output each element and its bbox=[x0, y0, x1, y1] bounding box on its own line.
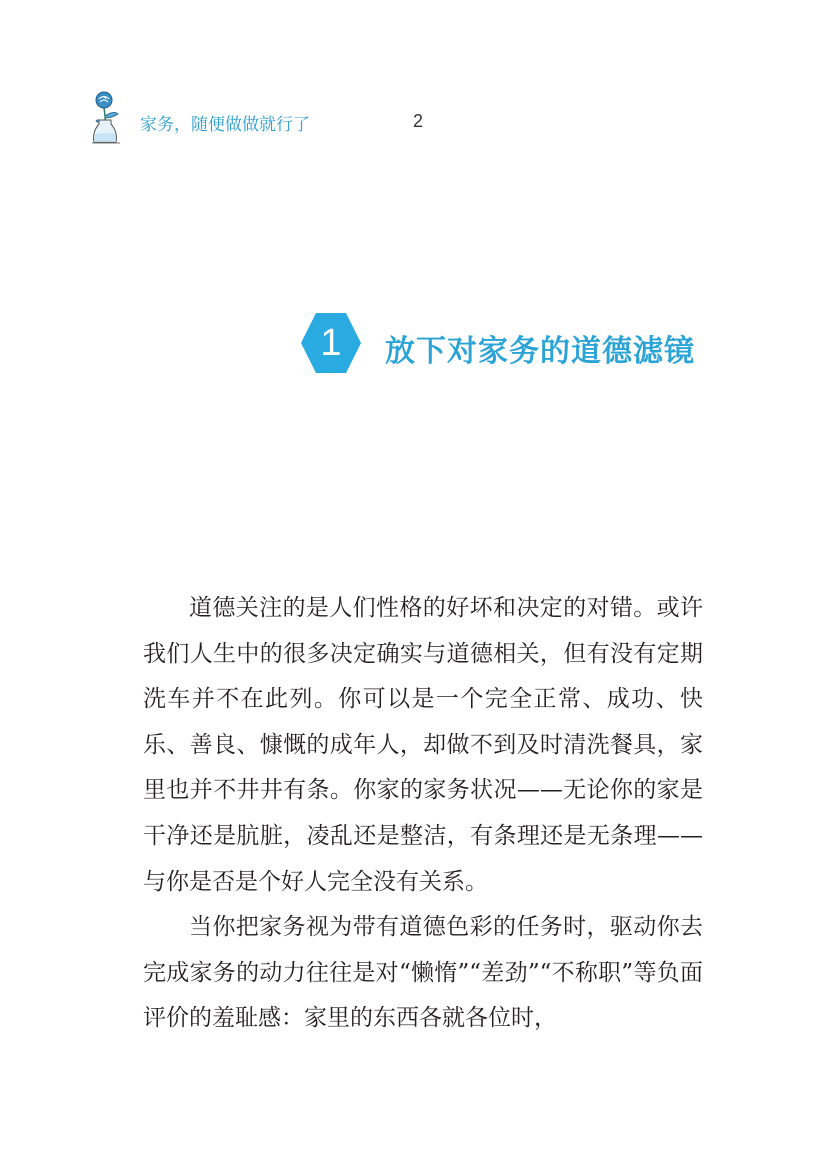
running-header bbox=[90, 90, 450, 146]
chapter-number: 1 bbox=[320, 322, 342, 364]
paragraph: 当你把家务视为带有道德色彩的任务时，驱动你去完成家务的动力往往是对“懒惰”“差劲”“不称职”等负面评价的羞耻感：家里的东西各就各位时， bbox=[143, 914, 703, 1032]
page-number: 2 bbox=[413, 111, 424, 131]
flower-vase-icon bbox=[90, 90, 130, 146]
chapter-heading bbox=[300, 312, 720, 376]
chapter-title: 放下对家务的道德滤镜 bbox=[385, 334, 695, 369]
running-header-title: 家务，随便做做就行了 bbox=[140, 115, 310, 135]
body-text bbox=[143, 586, 703, 1042]
paragraph: 道德关注的是人们性格的好坏和决定的对错。或许我们人生中的很多决定确实与道德相关，但有没有定期洗车并不在此列。你可以是一个完全正常、成功、快乐、善良、慷慨的成年人，却做不到及时清洗餐具，家里也并不井井有条。你家的家务状况——无论你的家是干净还是肮脏，凌乱还是整洁，有条理还是无条理——与你是否是个好人完全没有关系。 bbox=[143, 595, 703, 895]
